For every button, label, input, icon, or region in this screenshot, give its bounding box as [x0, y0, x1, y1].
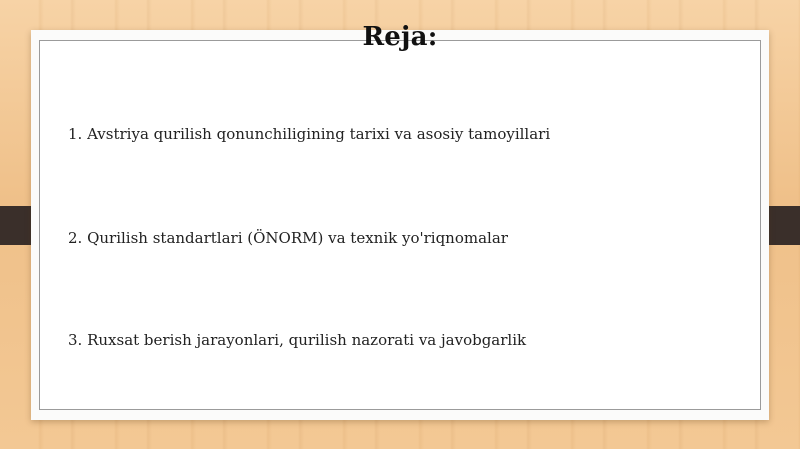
plan-item-1: 1. Avstriya qurilish qonunchiligining tarixi va asosiy tamoyillari [68, 125, 551, 143]
paper-frame [39, 40, 761, 410]
slide-title: Reja: [362, 22, 438, 52]
paper-card [31, 30, 769, 420]
plan-item-2: 2. Qurilish standartlari (ÖNORM) va texnik yo'riqnomalar [68, 229, 508, 247]
plan-item-3: 3. Ruxsat berish jarayonlari, qurilish nazorati va javobgarlik [68, 331, 527, 349]
